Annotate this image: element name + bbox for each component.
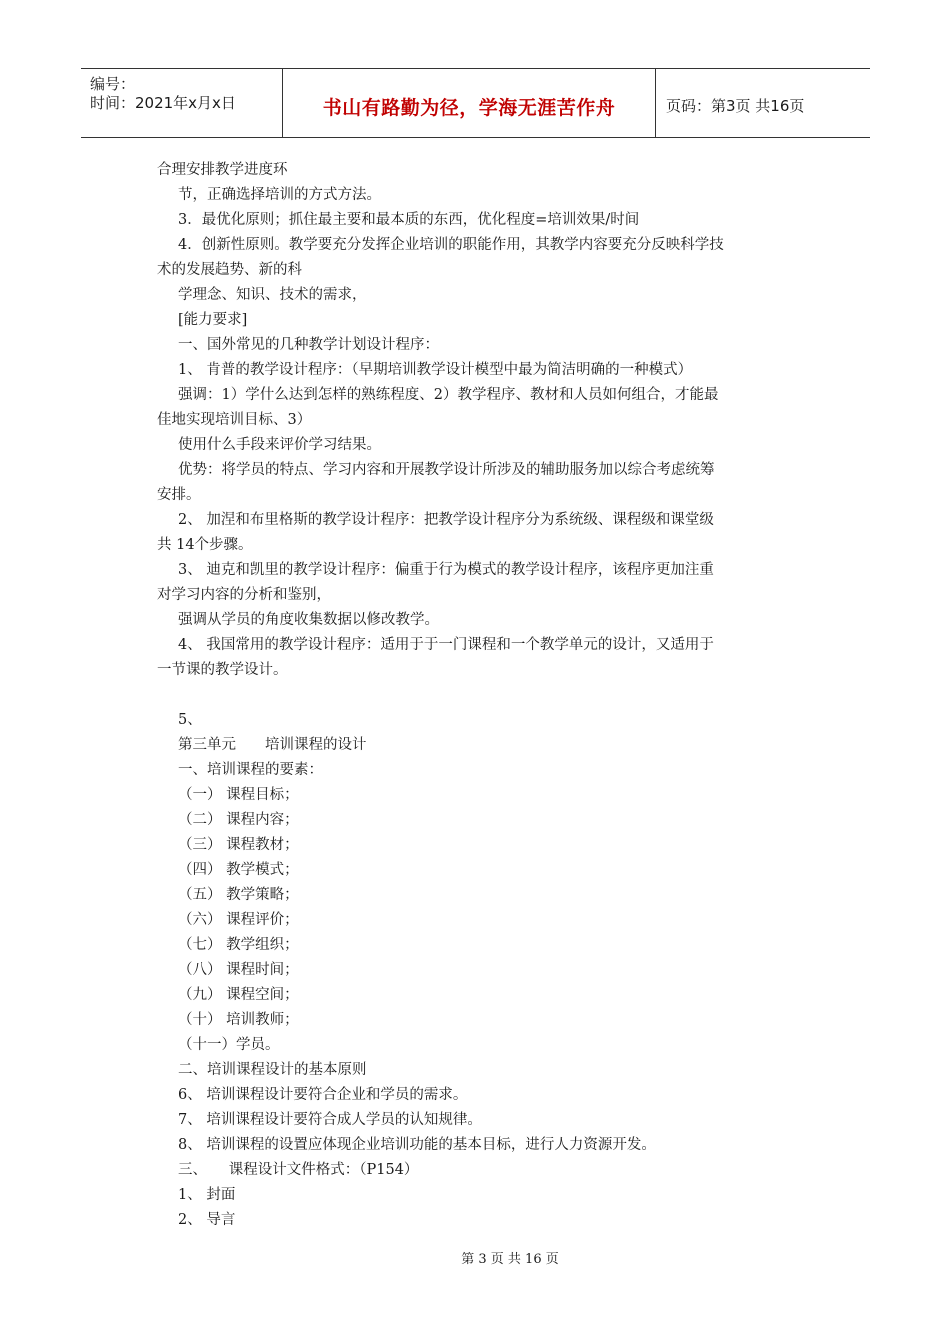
- body-line: 1、 肯普的教学设计程序：（早期培训教学设计模型中最为简洁明确的一种模式）: [178, 362, 693, 378]
- body-line: 7、 培训课程设计要符合成人学员的认知规律。: [178, 1112, 482, 1128]
- body-line: 对学习内容的分析和鉴别，: [157, 587, 331, 603]
- body-line: [能力要求]: [178, 312, 248, 328]
- document-header: [81, 68, 870, 138]
- list-item: （七） 教学组织；: [178, 937, 299, 953]
- body-line: 2、 导言: [178, 1212, 236, 1228]
- body-line: 4、 我国常用的教学设计程序：适用于于一门课程和一个教学单元的设计，又适用于: [178, 637, 714, 653]
- body-line: 三、 课程设计文件格式：（P154）: [178, 1162, 419, 1178]
- serial-label: 编号：: [90, 75, 136, 93]
- body-line: 4．创新性原则。教学要充分发挥企业培训的职能作用，其教学内容要充分反映科学技: [178, 237, 724, 253]
- body-line: 强调：1）学什么达到怎样的熟练程度、2）教学程序、教材和人员如何组合，才能最: [178, 387, 719, 403]
- body-line: 一节课的教学设计。: [157, 662, 288, 678]
- body-line: 一、培训课程的要素：: [178, 762, 323, 778]
- header-motto-cell: [283, 69, 656, 137]
- body-line: 术的发展趋势、新的科: [157, 262, 302, 278]
- body-line: 3、 迪克和凯里的教学设计程序：偏重于行为模式的教学设计程序，该程序更加注重: [178, 562, 714, 578]
- body-line: 5、: [178, 712, 202, 728]
- body-line: 1、 封面: [178, 1187, 236, 1203]
- list-item: （十一）学员。: [178, 1037, 280, 1053]
- body-line: 8、 培训课程的设置应体现企业培训功能的基本目标，进行人力资源开发。: [178, 1137, 656, 1153]
- body-line: 合理安排教学进度环: [157, 162, 288, 178]
- body-line: 3．最优化原则；抓住最主要和最本质的东西，优化程度=培训效果/时间: [178, 212, 640, 228]
- unit-heading: 第三单元 培训课程的设计: [178, 737, 367, 753]
- body-line: 使用什么手段来评价学习结果。: [178, 437, 381, 453]
- list-item: （六） 课程评价；: [178, 912, 299, 928]
- body-line: 共 14个步骤。: [157, 537, 253, 553]
- body-line: 二、培训课程设计的基本原则: [178, 1062, 367, 1078]
- body-line: 佳地实现培训目标、3）: [157, 412, 312, 428]
- list-item: （九） 课程空间；: [178, 987, 299, 1003]
- body-line: 一、国外常见的几种教学计划设计程序：: [178, 337, 439, 353]
- motto-text: 书山有路勤为径，学海无涯苦作舟: [322, 96, 616, 119]
- list-item: （二） 课程内容；: [178, 812, 299, 828]
- list-item: （八） 课程时间；: [178, 962, 299, 978]
- page-footer: 第 3 页 共 16 页: [461, 1252, 559, 1267]
- body-line: 安排。: [157, 487, 201, 503]
- body-line: 学理念、知识、技术的需求，: [178, 287, 367, 303]
- date-label: 时间：2021年x月x日: [90, 94, 236, 112]
- page-info: 页码：第3页 共16页: [666, 96, 805, 115]
- header-page-cell: [656, 69, 870, 137]
- list-item: （一） 课程目标；: [178, 787, 299, 803]
- list-item: （三） 课程教材；: [178, 837, 299, 853]
- body-line: 6、 培训课程设计要符合企业和学员的需求。: [178, 1087, 468, 1103]
- header-meta-cell: [81, 69, 283, 137]
- body-line: 优势：将学员的特点、学习内容和开展教学设计所涉及的辅助服务加以综合考虑统筹: [178, 462, 715, 478]
- list-item: （四） 教学模式；: [178, 862, 299, 878]
- body-line: 强调从学员的角度收集数据以修改教学。: [178, 612, 439, 628]
- body-line: 节，正确选择培训的方式方法。: [178, 187, 381, 203]
- list-item: （五） 教学策略；: [178, 887, 299, 903]
- body-line: 2、 加涅和布里格斯的教学设计程序：把教学设计程序分为系统级、课程级和课堂级: [178, 512, 714, 528]
- list-item: （十） 培训教师；: [178, 1012, 299, 1028]
